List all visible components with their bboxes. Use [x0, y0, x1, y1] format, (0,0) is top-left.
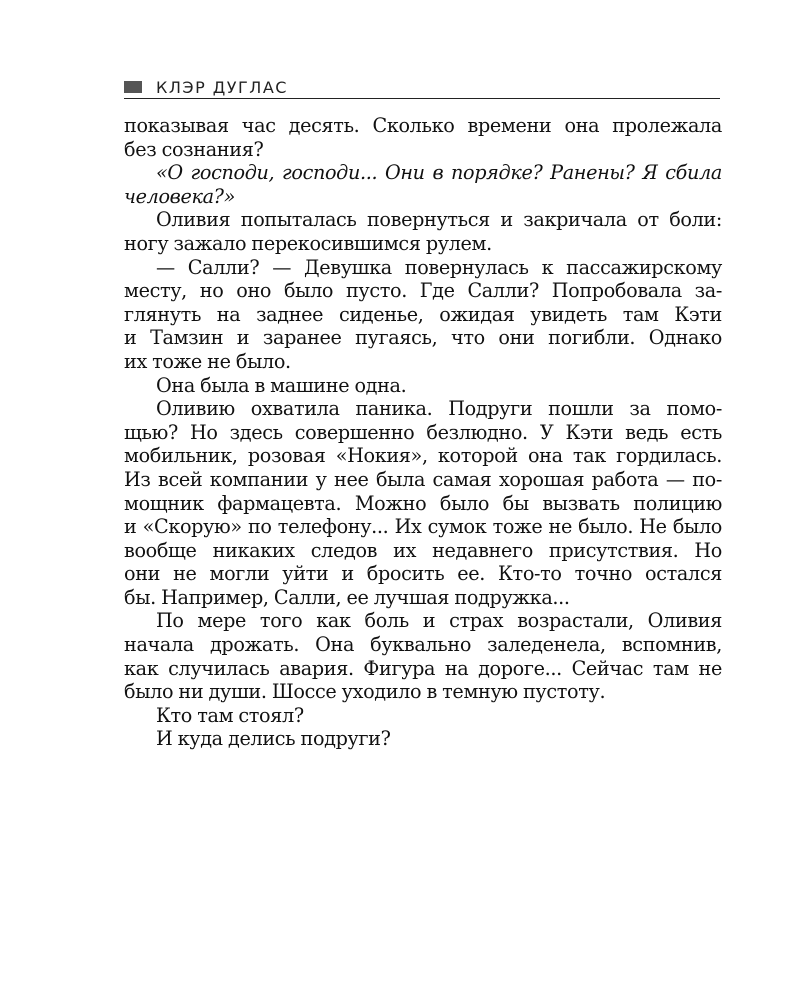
text-line: и Тамзин и заранее пугаясь, что они погибли. Однако	[124, 326, 722, 350]
text-line: показывая час десять. Сколько времени она пролежала	[124, 114, 722, 137]
text-line: глянуть на заднее сиденье, ожидая увидеть там Кэти	[124, 302, 722, 326]
text-line: Из всей компании у нее была самая хорошая работа — по-	[124, 467, 722, 491]
text-line: они не могли уйти и бросить ее. Кто-то точно остался	[124, 562, 722, 586]
text-line-italic: человека?»	[124, 184, 236, 208]
text-line: и «Скорую» по телефону... Их сумок тоже не было. Не было	[124, 515, 722, 539]
square-marker-icon	[124, 81, 142, 93]
text-line: — Салли? — Девушка повернулась к пассажирскому	[156, 255, 722, 279]
text-line: было ни души. Шоссе уходило в темную пустоту.	[124, 680, 606, 704]
body-text	[124, 114, 722, 751]
text-line: Оливия попыталась повернуться и закричала от боли:	[156, 208, 722, 232]
text-line: Она была в машине одна.	[156, 373, 407, 397]
text-line: как случилась авария. Фигура на дороге... Сейчас там не	[124, 656, 722, 680]
text-line: щью? Но здесь совершенно безлюдно. У Кэти ведь есть	[124, 420, 722, 444]
text-line: И куда делись подруги?	[156, 727, 391, 751]
text-line: вообще никаких следов их недавнего присутствия. Но	[124, 538, 722, 562]
text-line: их тоже не было.	[124, 349, 291, 373]
text-line: По мере того как боль и страх возрастали, Оливия	[156, 609, 722, 633]
text-line: мощник фармацевта. Можно было бы вызвать полицию	[124, 491, 722, 515]
text-line: месту, но оно было пусто. Где Салли? Попробовала за-	[124, 279, 722, 303]
text-line: Кто там стоял?	[156, 703, 304, 727]
text-line: Оливию охватила паника. Подруги пошли за помо-	[156, 397, 722, 421]
text-line-italic: «О господи, господи... Они в порядке? Ранены? Я сбила	[156, 161, 722, 185]
running-head	[124, 76, 720, 98]
text-line: без сознания?	[124, 137, 264, 161]
text-line: начала дрожать. Она буквально заледенела, вспомнив,	[124, 633, 722, 657]
header-rule	[124, 98, 720, 99]
author-name: КЛЭР ДУГЛАС	[156, 77, 288, 97]
text-line: бы. Например, Салли, ее лучшая подружка...	[124, 585, 570, 609]
text-line: ногу зажало перекосившимся рулем.	[124, 231, 492, 255]
text-line: мобильник, розовая «Нокия», которой она так гордилась.	[124, 444, 722, 468]
